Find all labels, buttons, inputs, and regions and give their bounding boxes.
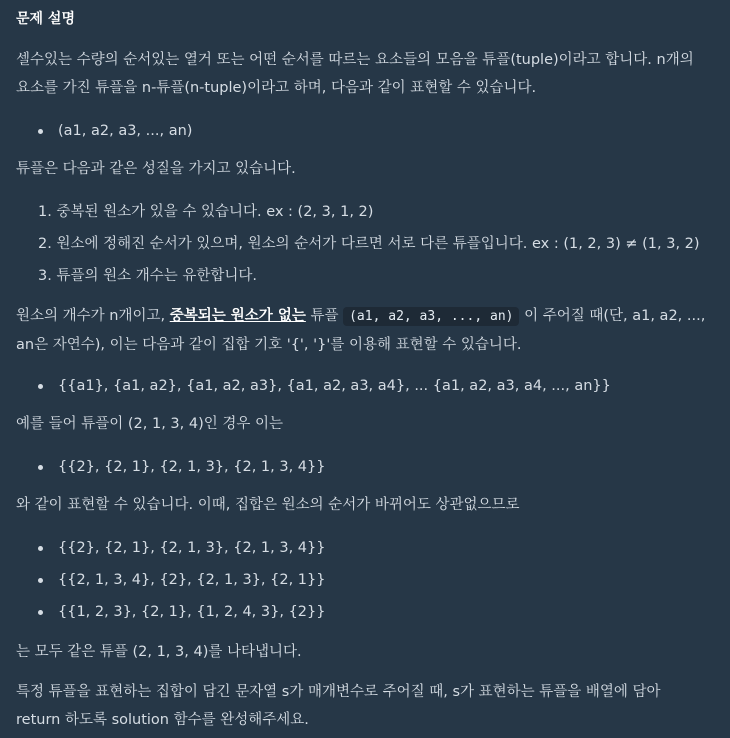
example-intro: 예를 들어 튜플이 (2, 1, 3, 4)인 경우 이는 [16, 416, 283, 432]
bullet-text: (a1, a2, a3, ..., an) [58, 123, 193, 139]
properties-intro: 튜플은 다음과 같은 성질을 가지고 있습니다. [16, 161, 296, 177]
ordered-item-3: 3. 튜플의 원소 개수는 유한합니다. [38, 268, 257, 284]
list-item: {{a1}, {a1, a2}, {a1, a2, a3}, {a1, a2, a3, a4}, ... {a1, a2, a3, a4, ..., an}} [38, 376, 611, 396]
list-item: {{2}, {2, 1}, {2, 1, 3}, {2, 1, 3, 4}} [38, 457, 325, 477]
task-paragraph: 특정 튜플을 표현하는 집합이 담긴 문자열 s가 매개변수로 주어질 때, s가 표현하는 튜플을 배열에 담아 return 하도록 solution 함수를 완성해주세요. [16, 684, 661, 728]
inline-code: (a1, a2, a3, ..., an) [343, 307, 519, 326]
intro-paragraph [16, 46, 720, 102]
order-irrelevant-paragraph: 와 같이 표현할 수 있습니다. 이때, 집합은 원소의 순서가 바뀌어도 상관없으므로 [16, 497, 520, 513]
list-item: {{2, 1, 3, 4}, {2}, {2, 1, 3}, {2, 1}} [38, 570, 325, 590]
list-item: {{2}, {2, 1}, {2, 1, 3}, {2, 1, 3, 4}} [38, 538, 325, 558]
ordered-item-1: 1. 중복된 원소가 있을 수 있습니다. ex : (2, 3, 1, 2) [38, 204, 374, 220]
intro-line-2: 요소를 가진 튜플을 n-튜플(n-tuple)이라고 하며, 다음과 같이 표현할 수 있습니다. [16, 80, 537, 96]
set-notation-paragraph: 원소의 개수가 n개이고, 중복되는 원소가 없는 튜플 (a1, a2, a3, ..., an) 이 주어질 때(단, a1, a2, ..., an은 자연수), 이는 다음과 같이 집합 기호 '{', '}'를 이용해 표현할 수 있습니다. [16, 308, 706, 353]
intro-line-1: 셀수있는 수량의 순서있는 열거 또는 어떤 순서를 따르는 요소들의 모음을 튜플(tuple)이라고 합니다. n개의 [16, 52, 694, 68]
list-item: {{1, 2, 3}, {2, 1}, {1, 2, 4, 3}, {2}} [38, 602, 325, 622]
emphasis-no-duplicates: 중복되는 원소가 없는 [169, 308, 306, 324]
section-heading: 문제 설명 [16, 11, 75, 27]
same-tuple-paragraph: 는 모두 같은 튜플 (2, 1, 3, 4)를 나타냅니다. [16, 644, 302, 660]
list-item [38, 121, 192, 141]
ordered-item-2: 2. 원소에 정해진 순서가 있으며, 원소의 순서가 다르면 서로 다른 튜플입니다. ex : (1, 2, 3) ≠ (1, 3, 2) [38, 236, 700, 252]
